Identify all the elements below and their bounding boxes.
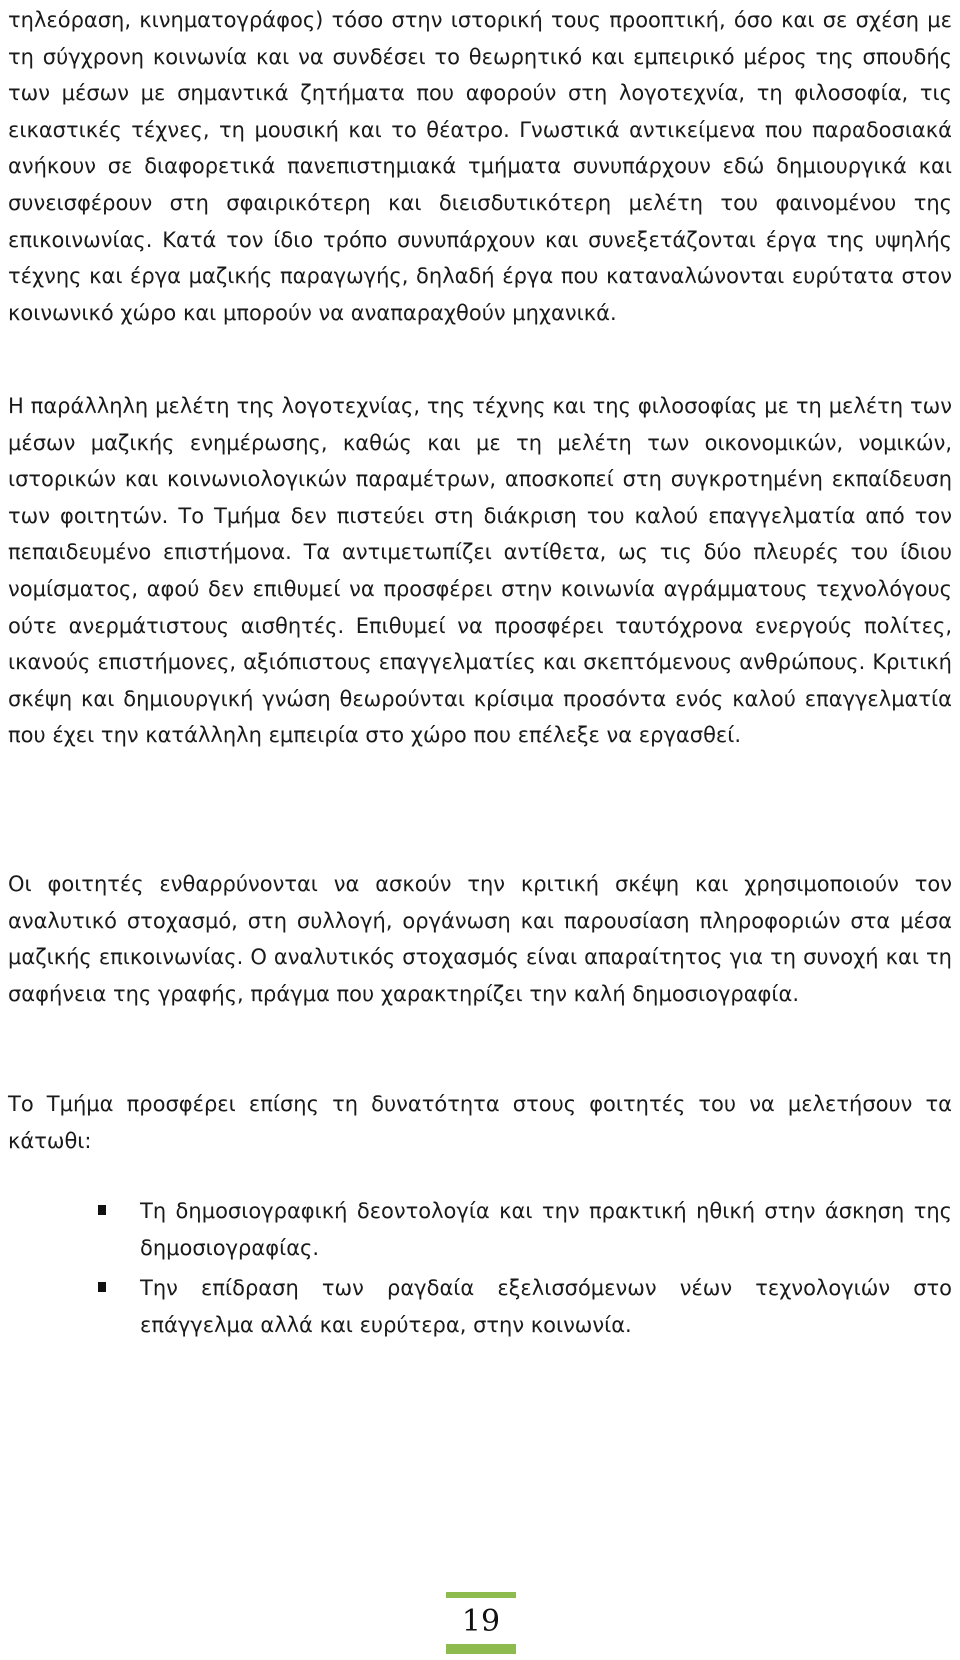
bullet-text: Την επίδραση των ραγδαία εξελισσόμενων νέων τεχνολογιών στο επάγγελμα αλλά και ευρύτερα, στην κοινωνία. — [140, 1276, 952, 1337]
square-bullet-icon — [98, 1205, 106, 1215]
paragraph-additional-offerings: Το Τμήμα προσφέρει επίσης τη δυνατότητα στους φοιτητές του να μελετήσουν τα κάτωθι: — [8, 1092, 952, 1153]
list-item — [8, 1270, 952, 1343]
bullet-list — [8, 1193, 952, 1347]
page-number: 19 — [461, 1604, 501, 1639]
paragraph-intro-continuation: τηλεόραση, κινηματογράφος) τόσο στην ιστορική τους προοπτική, όσο και σε σχέση με τη σύγχρονη κοινωνία και να συνδέσει το θεωρητικό και εμπειρικό μέρος της σπουδής των μέσων με σημαντικά ζητήματα που αφορούν στη λογοτεχνία, τη φιλοσοφία, τις εικαστικές τέχνες, τη μουσική και το θέατρο. Γνωστικά αντικείμενα που παραδοσιακά ανήκουν σε διαφορετικά πανεπιστημιακά τμήματα συνυπάρχουν εδώ δημιουργικά και συνεισφέρουν στη σφαιρικότερη και διεισδυτικότερη μελέτη του φαινομένου της επικοινωνίας. Κατά τον ίδιο τρόπο συνυπάρχουν και συνεξετάζονται έργα της υψηλής τέχνης και έργα μαζικής παραγωγής, δηλαδή έργα που καταναλώνονται ευρύτατα στον κοινωνικό χώρο και μπορούν να αναπαραχθούν μηχανικά. — [8, 8, 952, 325]
footer-accent-bar-bottom — [446, 1644, 516, 1654]
bullet-text: Τη δημοσιογραφική δεοντολογία και την πρακτική ηθική στην άσκηση της δημοσιογραφίας. — [140, 1199, 952, 1260]
paragraph-critical-thinking: Οι φοιτητές ενθαρρύνονται να ασκούν την κριτική σκέψη και χρησιμοποιούν τον αναλυτικό στοχασμό, στη συλλογή, οργάνωση και παρουσίαση πληροφοριών στα μέσα μαζικής επικοινωνίας. Ο αναλυτικός στοχασμός είναι απαραίτητος για τη συνοχή και τη σαφήνεια της γραφής, πράγμα που χαρακτηρίζει την καλή δημοσιογραφία. — [8, 872, 952, 1006]
list-item — [8, 1193, 952, 1266]
paragraph-parallel-study: Η παράλληλη μελέτη της λογοτεχνίας, της τέχνης και της φιλοσοφίας με τη μελέτη των μέσων μαζικής ενημέρωσης, καθώς και με τη μελέτη των οικονομικών, νομικών, ιστορικών και κοινωνιολογικών παραμέτρων, αποσκοπεί στη συγκροτημένη εκπαίδευση των φοιτητών. Το Τμήμα δεν πιστεύει στη διάκριση του καλού επαγγελματία από τον πεπαιδευμένο επιστήμονα. Τα αντιμετωπίζει αντίθετα, ως τις δύο πλευρές του ίδιου νομίσματος, αφού δεν επιθυμεί να προσφέρει στην κοινωνία αγράμματους τεχνολόγους ούτε ανερμάτιστους αισθητές. Επιθυμεί να προσφέρει ταυτόχρονα ενεργούς πολίτες, ικανούς επιστήμονες, αξιόπιστους επαγγελματίες και σκεπτόμενους ανθρώπους. Κριτική σκέψη και δημιουργική γνώση θεωρούνται κρίσιμα προσόντα ενός καλού επαγγελματία που έχει την κατάλληλη εμπειρία στο χώρο που επέλεξε να εργασθεί. — [8, 394, 952, 748]
square-bullet-icon — [98, 1282, 106, 1292]
footer-accent-bar-top — [446, 1592, 516, 1598]
page-footer — [446, 1592, 516, 1654]
